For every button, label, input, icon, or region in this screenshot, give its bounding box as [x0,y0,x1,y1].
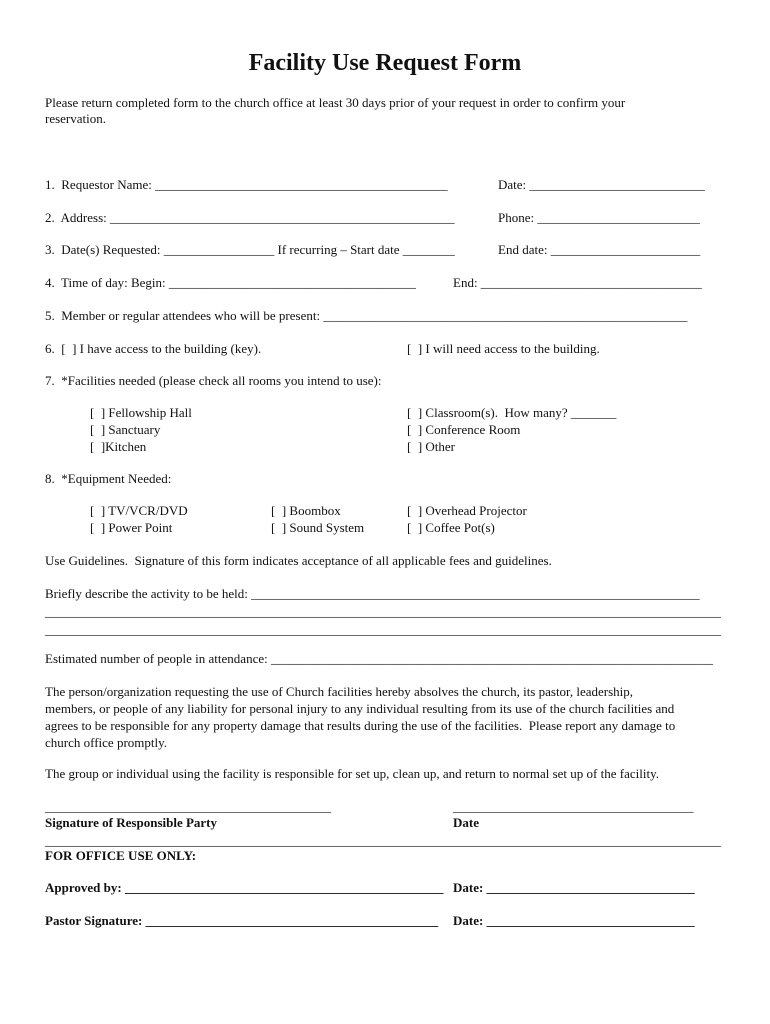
facility-checkbox-other[interactable]: [ ] Other [407,439,456,454]
dates-requested-field[interactable]: 3. Date(s) Requested: _________________ If recurring – Start date ________ [45,242,455,257]
signature-date-line[interactable]: _____________________________________ [453,799,694,814]
access-key-checkbox[interactable]: 6. [ ] I have access to the building (key). [45,341,262,356]
access-need-checkbox[interactable]: [ ] I will need access to the building. [407,341,600,356]
attendance-field[interactable]: Estimated number of people in attendance: ____________________________________________________________________ [45,651,713,666]
equipment-heading: 8. *Equipment Needed: [45,471,172,486]
equipment-checkbox-tv-vcr-dvd[interactable]: [ ] TV/VCR/DVD [90,503,188,518]
end-date-field[interactable]: End date: _______________________ [498,242,701,257]
time-begin-field[interactable]: 4. Time of day: Begin: ______________________________________ [45,275,416,290]
signature-label: Signature of Responsible Party [45,815,218,830]
activity-description-line-2[interactable]: ________________________________________________________________________________________________________ [45,604,721,619]
responsibility-text: The group or individual using the facility is responsible for set up, clean up, and return to normal set up of the facility. [45,766,659,781]
liability-line-1: The person/organization requesting the use of Church facilities hereby absolves the church, its pastor, leadership, [45,684,634,699]
facility-checkbox-classrooms[interactable]: [ ] Classroom(s). How many? _______ [407,405,617,420]
approved-date-field[interactable]: Date: ________________________________ [453,880,695,895]
phone-field[interactable]: Phone: _________________________ [498,210,700,225]
signature-date-label: Date [453,815,479,830]
liability-line-2: members, or people of any liability for personal injury to any individual resulting from its use of the church facilities and [45,701,675,716]
facility-checkbox-conference-room[interactable]: [ ] Conference Room [407,422,521,437]
facility-checkbox-kitchen[interactable]: [ ]Kitchen [90,439,147,454]
intro-line-1: Please return completed form to the church office at least 30 days prior of your request in order to confirm your [45,95,626,110]
time-end-field[interactable]: End: __________________________________ [453,275,702,290]
address-field[interactable]: 2. Address: _____________________________________________________ [45,210,455,225]
equipment-checkbox-coffee-pots[interactable]: [ ] Coffee Pot(s) [407,520,495,535]
approved-by-field[interactable]: Approved by: _________________________________________________ [45,880,444,895]
form-title: Facility Use Request Form [248,50,522,76]
attendees-field[interactable]: 5. Member or regular attendees who will be present: ________________________________________________________ [45,308,688,323]
activity-description-field[interactable]: Briefly describe the activity to be held: _____________________________________________________________________ [45,586,700,601]
equipment-checkbox-boombox[interactable]: [ ] Boombox [271,503,341,518]
request-date-field[interactable]: Date: ___________________________ [498,177,705,192]
office-use-heading: FOR OFFICE USE ONLY: [45,848,197,863]
pastor-date-field[interactable]: Date: ________________________________ [453,913,695,928]
facility-checkbox-fellowship-hall[interactable]: [ ] Fellowship Hall [90,405,192,420]
liability-line-3: agrees to be responsible for any property damage that results during the use of the facilities. Please report any damage to [45,718,676,733]
equipment-checkbox-overhead-projector[interactable]: [ ] Overhead Projector [407,503,527,518]
use-guidelines-text: Use Guidelines. Signature of this form indicates acceptance of all applicable fees and guidelines. [45,553,552,568]
facilities-heading: 7. *Facilities needed (please check all rooms you intend to use): [45,373,382,388]
intro-line-2: reservation. [45,111,107,126]
equipment-checkbox-power-point[interactable]: [ ] Power Point [90,520,173,535]
office-divider: ________________________________________________________________________________________________________ [45,833,721,848]
equipment-checkbox-sound-system[interactable]: [ ] Sound System [271,520,365,535]
liability-line-4: church office promptly. [45,735,168,750]
requestor-name-field[interactable]: 1. Requestor Name: _____________________________________________ [45,177,448,192]
pastor-signature-field[interactable]: Pastor Signature: _____________________________________________ [45,913,439,928]
activity-description-line-3[interactable]: ________________________________________________________________________________________________________ [45,622,721,637]
facility-checkbox-sanctuary[interactable]: [ ] Sanctuary [90,422,161,437]
signature-line[interactable]: ____________________________________________ [45,799,331,814]
